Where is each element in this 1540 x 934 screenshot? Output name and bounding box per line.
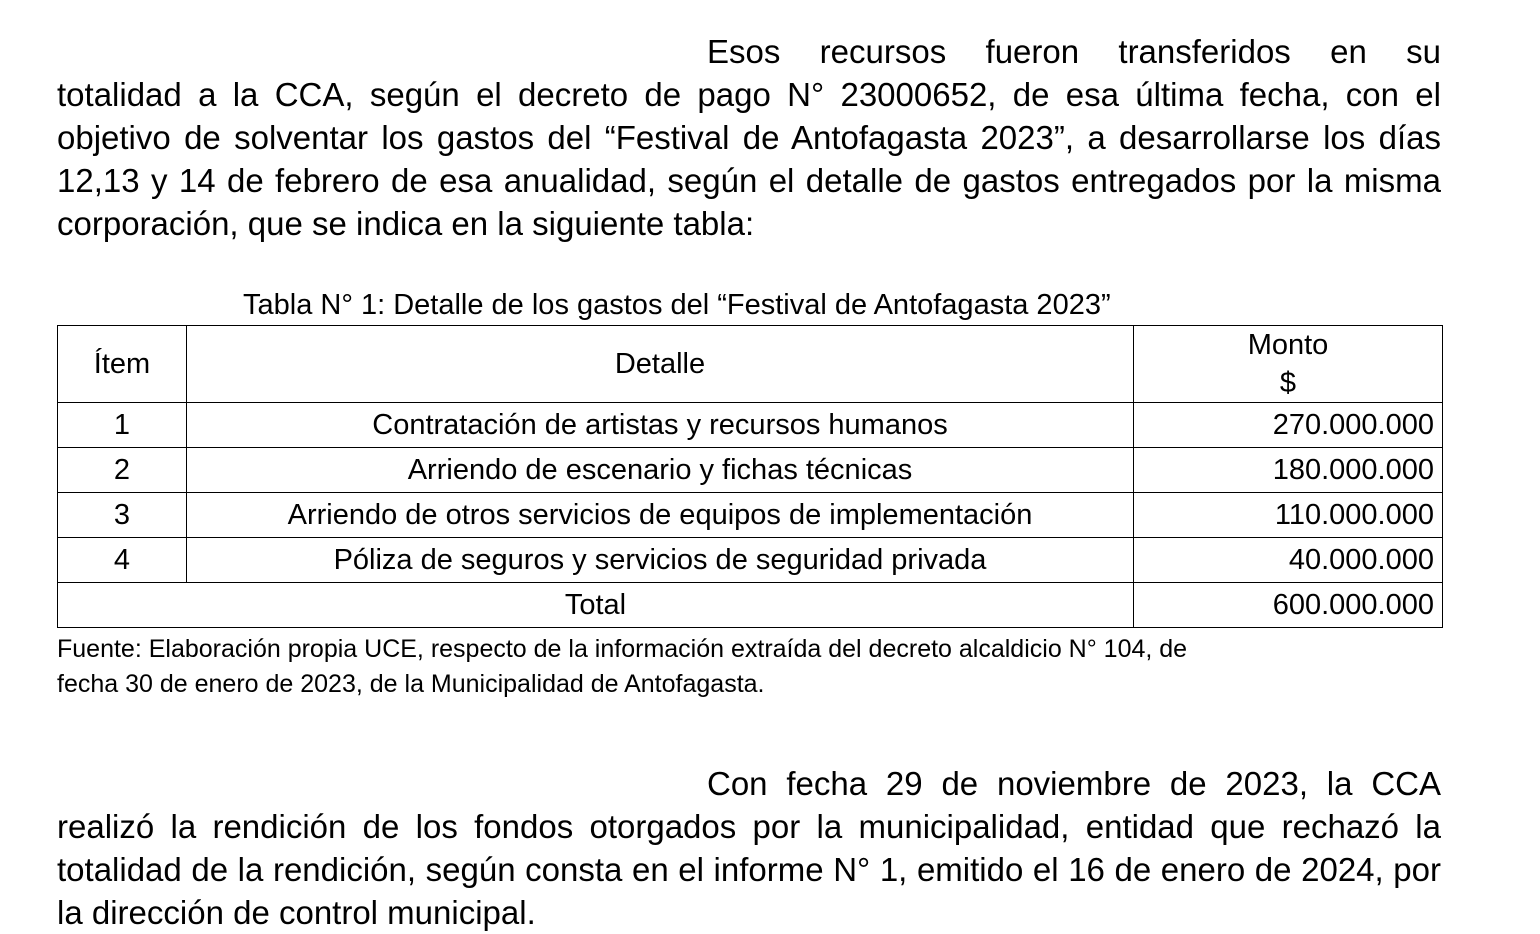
expenses-table [57, 325, 1443, 628]
document-page [57, 30, 1441, 934]
source-line-2: fecha 30 de enero de 2023, de la Municipalidad de Antofagasta. [57, 670, 765, 698]
total-value: 600.000.000 [1134, 583, 1443, 628]
row-detalle: Póliza de seguros y servicios de seguridad privada [187, 538, 1134, 583]
table-header-row [58, 326, 1443, 403]
paragraph-body: realizó la rendición de los fondos otorgados por la municipalidad, entidad que rechazó la totalidad de la rendición, según consta en el informe N° 1, emitido el 16 de enero de 2024, por la dirección de control municipal. [57, 808, 1441, 931]
table-row [58, 493, 1443, 538]
table-row [58, 403, 1443, 448]
header-monto [1134, 326, 1443, 403]
row-item: 1 [58, 403, 187, 448]
row-monto: 180.000.000 [1134, 448, 1443, 493]
table-source-note [57, 632, 1441, 702]
paragraph-rendition [57, 762, 1441, 934]
table-caption: Tabla N° 1: Detalle de los gastos del “Festival de Antofagasta 2023” [243, 289, 1111, 321]
paragraph-body: totalidad a la CCA, según el decreto de pago N° 23000652, de esa última fecha, con el objetivo de solventar los gastos del “Festival de Antofagasta 2023”, a desarrollarse los días 12,13 y 14 de febrero de esa anualidad, según el detalle de gastos entregados por la misma corporación, que se indica en la siguiente tabla: [57, 76, 1441, 242]
row-item: 4 [58, 538, 187, 583]
paragraph-first-line: Esos recursos fueron transferidos en su [707, 33, 1441, 70]
header-item: Ítem [58, 326, 187, 403]
row-detalle: Arriendo de otros servicios de equipos de implementación [187, 493, 1134, 538]
row-monto: 270.000.000 [1134, 403, 1443, 448]
row-item: 3 [58, 493, 187, 538]
table-total-row [58, 583, 1443, 628]
header-monto-currency: $ [1279, 367, 1297, 399]
row-item: 2 [58, 448, 187, 493]
row-monto: 40.000.000 [1134, 538, 1443, 583]
paragraph-funds-transfer [57, 30, 1441, 245]
table-row [58, 448, 1443, 493]
header-monto-label: Monto [1247, 329, 1329, 361]
header-detalle: Detalle [187, 326, 1134, 403]
source-line-1: Fuente: Elaboración propia UCE, respecto de la información extraída del decreto alcaldicio N° 104, de [57, 635, 1188, 663]
row-detalle: Contratación de artistas y recursos humanos [187, 403, 1134, 448]
row-monto: 110.000.000 [1134, 493, 1443, 538]
total-label: Total [58, 583, 1134, 628]
row-detalle: Arriendo de escenario y fichas técnicas [187, 448, 1134, 493]
paragraph-first-line: Con fecha 29 de noviembre de 2023, la CCA [707, 765, 1441, 802]
table-row [58, 538, 1443, 583]
